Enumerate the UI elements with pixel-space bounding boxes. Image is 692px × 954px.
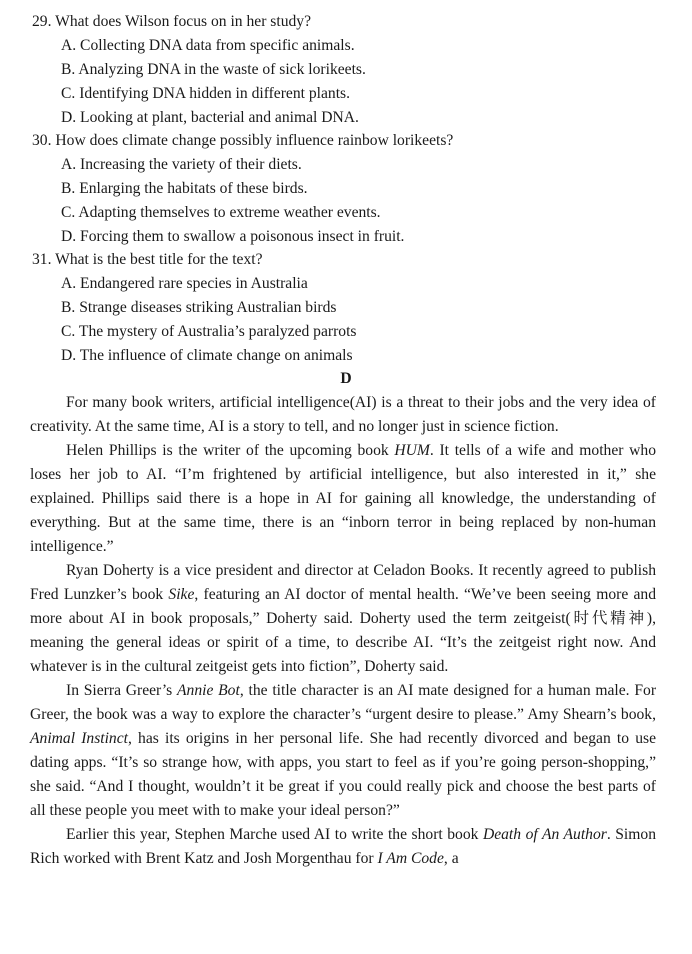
paragraph-4-text-b: , the title character is an AI mate designed for a human male. For Greer, the book was a way to explore the character’s “urgent desire to please.” Amy Shearn’s book, xyxy=(30,682,657,723)
book-title-i-am-code: I Am Code xyxy=(377,850,444,867)
question-29-option-a: A. Collecting DNA data from specific animals. xyxy=(61,37,355,54)
passage-paragraph-4 xyxy=(30,679,656,823)
paragraph-3-text-b: , featuring an AI doctor of mental health. “We’ve been seeing more and more about AI in book proposals,” Doherty said. Doherty used the term zeitgeist(时代精神), meaning the general ideas or spirit of a time, to describe AI. “It’s the zeitgeist right now. And whatever is in the cultural zeitgeist gets into fiction”, Doherty said. xyxy=(30,586,656,675)
question-29-option-c: C. Identifying DNA hidden in different plants. xyxy=(61,85,351,102)
paragraph-5-text-c: , a xyxy=(443,850,459,867)
paragraph-4-text-a: In Sierra Greer’s xyxy=(66,682,178,699)
passage-paragraph-1: For many book writers, artificial intelligence(AI) is a threat to their jobs and the very idea of creativity. At the same time, AI is a story to tell, and no longer just in science fiction. xyxy=(30,394,656,435)
question-29-option-d: D. Looking at plant, bacterial and animal DNA. xyxy=(61,109,359,126)
question-31-option-c: C. The mystery of Australia’s paralyzed parrots xyxy=(61,323,357,340)
question-31-option-b: B. Strange diseases striking Australian birds xyxy=(61,299,337,316)
question-29-option-b: B. Analyzing DNA in the waste of sick lorikeets. xyxy=(61,61,366,78)
paragraph-2-text-a: Helen Phillips is the writer of the upcoming book xyxy=(66,442,395,459)
paragraph-4-text-c: , has its origins in her personal life. She had recently divorced and began to use dating apps. “It’s so strange how, with apps, you start to feel as if you’re going person-shopping,” she said. “And I thought, wouldn’t it be great if you could really pick and choose the best parts of all these people you meet with to make your ideal person?” xyxy=(30,730,656,819)
passage-paragraph-5 xyxy=(30,823,656,871)
question-31-option-a: A. Endangered rare species in Australia xyxy=(61,275,308,292)
question-31-option-d: D. The influence of climate change on animals xyxy=(61,347,353,364)
book-title-hum: HUM xyxy=(394,442,430,459)
question-30-stem: 30. How does climate change possibly influence rainbow lorikeets? xyxy=(32,132,454,149)
section-label: D xyxy=(340,370,352,387)
question-29-stem: 29. What does Wilson focus on in her study? xyxy=(32,13,312,30)
book-title-death-of-an-author: Death of An Author xyxy=(482,826,607,843)
question-30-option-c: C. Adapting themselves to extreme weather events. xyxy=(61,204,381,221)
paragraph-2-text-b: . It tells of a wife and mother who loses her job to AI. “I’m frightened by artificial intelligence, but also interested in it,” she explained. Phillips said there is a hope in AI for gaining all knowledge, the understanding of everything. But at the same time, there is an “inborn terror in being replaced by non-human intelligence.” xyxy=(30,442,656,555)
question-30-option-b: B. Enlarging the habitats of these birds. xyxy=(61,180,308,197)
question-31-stem: 31. What is the best title for the text? xyxy=(32,251,263,268)
book-title-sike: Sike xyxy=(168,586,195,603)
paragraph-5-text-b: . Simon Rich worked with Brent Katz and Josh Morgenthau for xyxy=(30,826,656,867)
passage xyxy=(30,391,656,871)
paragraph-5-text-a: Earlier this year, Stephen Marche used AI to write the short book xyxy=(66,826,483,843)
passage-paragraph-2 xyxy=(30,439,656,559)
book-title-annie-bot: Annie Bot xyxy=(177,682,240,699)
passage-paragraph-3 xyxy=(30,559,656,679)
paragraph-3-text-a: Ryan Doherty is a vice president and director at Celadon Books. It recently agreed to publish Fred Lunzker’s book xyxy=(30,562,656,603)
question-30-option-d: D. Forcing them to swallow a poisonous insect in fruit. xyxy=(61,228,405,245)
question-30-option-a: A. Increasing the variety of their diets. xyxy=(61,156,302,173)
book-title-animal-instinct: Animal Instinct xyxy=(30,730,128,747)
